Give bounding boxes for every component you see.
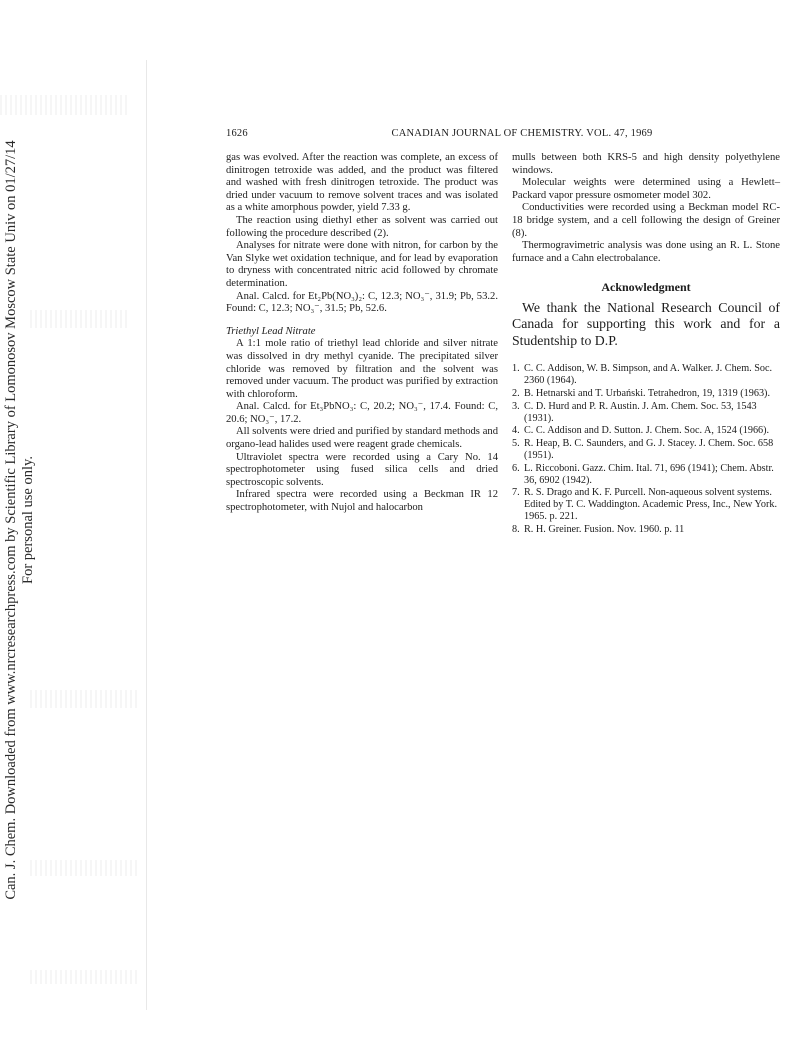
paragraph: Conductivities were recorded using a Beckman model RC-18 bridge system, and a cell following the design of Greiner (8).	[512, 202, 780, 239]
page-header	[226, 128, 778, 144]
paragraph: gas was evolved. After the reaction was complete, an excess of dinitrogen tetroxide was added, and the product was filtered and washed with fresh dinitrogen tetroxide. The product was dried under vacuum to remove solvent traces and was isolated as a white amorphous powder, yield 7.33 g.	[226, 152, 498, 214]
reference-item	[512, 363, 780, 387]
paragraph: The reaction using diethyl ether as solvent was carried out following the procedure described (2).	[226, 214, 498, 239]
download-notice	[0, 0, 40, 1052]
scan-speckle	[30, 860, 140, 876]
reference-text: R. Heap, B. C. Saunders, and G. J. Stacey. J. Chem. Soc. 658 (1951).	[524, 438, 774, 462]
scan-speckle	[0, 95, 130, 115]
reference-item	[512, 388, 780, 400]
left-column	[226, 152, 498, 515]
reference-text: L. Riccoboni. Gazz. Chim. Ital. 71, 696 (1941); Chem. Abstr. 36, 6902 (1942).	[524, 462, 774, 486]
reference-list	[512, 363, 780, 535]
scan-speckle	[30, 690, 140, 708]
download-notice-line2: For personal use only.	[20, 456, 36, 584]
paragraph: mulls between both KRS-5 and high density polyethylene windows.	[512, 152, 780, 176]
reference-number: 1.	[512, 363, 520, 375]
running-title: CANADIAN JOURNAL OF CHEMISTRY. VOL. 47, 1969	[391, 128, 653, 139]
right-column	[512, 152, 780, 537]
reference-number: 8.	[512, 523, 520, 535]
reference-text: C. C. Addison and D. Sutton. J. Chem. Soc. A, 1524 (1966).	[524, 425, 770, 437]
reference-number: 2.	[512, 388, 520, 400]
reference-item	[512, 524, 780, 536]
reference-item	[512, 438, 780, 462]
reference-text: B. Hetnarski and T. Urbański. Tetrahedron, 19, 1319 (1963).	[524, 388, 770, 400]
reference-number: 4.	[512, 425, 520, 437]
download-notice-line1: Can. J. Chem. Downloaded from www.nrcresearchpress.com by Scientific Library of Lomonosov Moscow State Univ on 01/27/14	[3, 140, 19, 900]
paragraph: Molecular weights were determined using a Hewlett–Packard vapor pressure osmometer model 302.	[512, 177, 780, 201]
reference-item	[512, 463, 780, 487]
acknowledgment-text: We thank the National Research Council of Canada for supporting this work and for a Studentship to D.P.	[512, 299, 780, 348]
paragraph: Infrared spectra were recorded using a Beckman IR 12 spectrophotometer, with Nujol and halocarbon	[226, 489, 498, 514]
paragraph: All solvents were dried and purified by standard methods and organo-lead halides used were reagent grade chemicals.	[226, 426, 498, 451]
reference-number: 3.	[512, 400, 520, 412]
reference-text: R. H. Greiner. Fusion. Nov. 1960. p. 11	[524, 523, 685, 535]
reference-number: 5.	[512, 438, 520, 450]
paragraph: Anal. Calcd. for Et₂Pb(NO₃)₂: C, 12.3; NO₃⁻, 31.9; Pb, 53.2. Found: C, 12.3; NO₃⁻, 31.5; Pb, 52.6.	[226, 290, 498, 315]
paragraph: Anal. Calcd. for Et₃PbNO₃: C, 20.2; NO₃⁻, 17.4. Found: C, 20.6; NO₃⁻, 17.2.	[226, 401, 498, 425]
download-notice-text	[3, 140, 37, 899]
reference-text: C. D. Hurd and P. R. Austin. J. Am. Chem. Soc. 53, 1543 (1931).	[524, 400, 757, 424]
paragraph: Analyses for nitrate were done with nitron, for carbon by the Van Slyke wet oxidation technique, and for lead by evaporation to dryness with concentrated nitric acid followed by chromate determination.	[226, 240, 498, 289]
reference-number: 6.	[512, 462, 520, 474]
section-subheading: Triethyl Lead Nitrate	[226, 325, 316, 337]
page-number: 1626	[226, 128, 248, 139]
reference-item	[512, 487, 780, 522]
acknowledgment-heading: Acknowledgment	[601, 280, 691, 295]
scan-gutter-line	[146, 60, 147, 1010]
paragraph: A 1:1 mole ratio of triethyl lead chloride and silver nitrate was dissolved in dry methyl cyanide. The precipitated silver chloride was removed by filtration and the solvent was removed under vacuum. The product was purified by extraction with chloroform.	[226, 338, 498, 400]
reference-text: R. S. Drago and K. F. Purcell. Non-aqueous solvent systems. Edited by T. C. Waddington. Academic Press, Inc., New York. 1965. p. 221.	[524, 487, 777, 522]
reference-item	[512, 401, 780, 425]
reference-number: 7.	[512, 487, 520, 499]
paragraph: Thermogravimetric analysis was done using an R. L. Stone furnace and a Cahn electrobalance.	[512, 240, 780, 264]
paragraph: Ultraviolet spectra were recorded using a Cary No. 14 spectrophotometer using fused silica cells and dried spectroscopic solvents.	[226, 451, 498, 488]
scan-speckle	[30, 970, 140, 984]
reference-item	[512, 425, 780, 437]
reference-text: C. C. Addison, W. B. Simpson, and A. Walker. J. Chem. Soc. 2360 (1964).	[524, 363, 773, 387]
scan-speckle	[30, 310, 130, 328]
